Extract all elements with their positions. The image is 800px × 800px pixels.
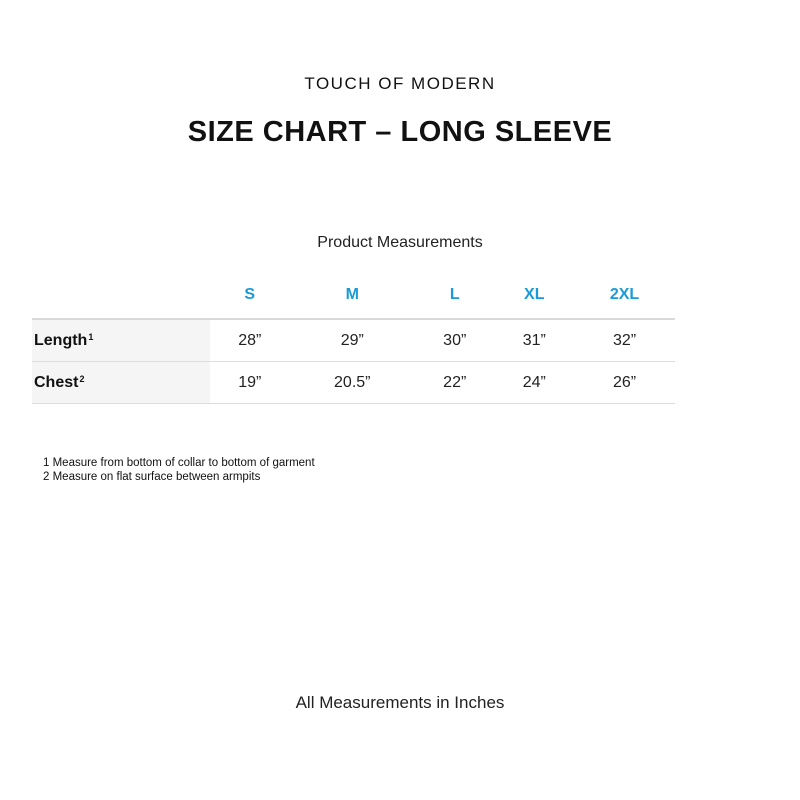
header-corner-cell — [32, 272, 210, 319]
size-header-row — [32, 272, 675, 319]
table-cell: 19” — [210, 362, 290, 404]
table-cell: 32” — [574, 319, 675, 362]
table-row-length — [32, 319, 675, 362]
table-cell: 24” — [495, 362, 575, 404]
row-label-text: Length — [34, 331, 88, 349]
size-header-2xl: 2XL — [574, 272, 675, 319]
size-header-m: M — [290, 272, 415, 319]
table-cell: 28” — [210, 319, 290, 362]
table-cell: 31” — [495, 319, 575, 362]
footnote-2: 2 Measure on flat surface between armpits — [43, 471, 261, 483]
row-label-length — [32, 319, 210, 362]
size-header-xl: XL — [495, 272, 575, 319]
brand-logo: TOUCH OF MODERN — [304, 74, 496, 93]
row-label-chest — [32, 362, 210, 404]
footnote-1: 1 Measure from bottom of collar to bottom of garment — [43, 457, 315, 469]
footnote-marker: 1 — [88, 331, 94, 342]
table-cell: 30” — [415, 319, 495, 362]
size-header-s: S — [210, 272, 290, 319]
size-chart-table — [32, 272, 675, 404]
page-title: SIZE CHART – LONG SLEEVE — [187, 116, 613, 148]
row-label-text: Chest — [34, 373, 79, 391]
table-cell: 26” — [574, 362, 675, 404]
table-cell: 22” — [415, 362, 495, 404]
table-cell: 20.5” — [290, 362, 415, 404]
table-cell: 29” — [290, 319, 415, 362]
table-row-chest — [32, 362, 675, 404]
table-caption: Product Measurements — [317, 234, 483, 251]
units-note: All Measurements in Inches — [295, 693, 505, 712]
footnote-marker: 2 — [79, 373, 85, 384]
size-header-l: L — [415, 272, 495, 319]
footnotes — [43, 456, 315, 484]
